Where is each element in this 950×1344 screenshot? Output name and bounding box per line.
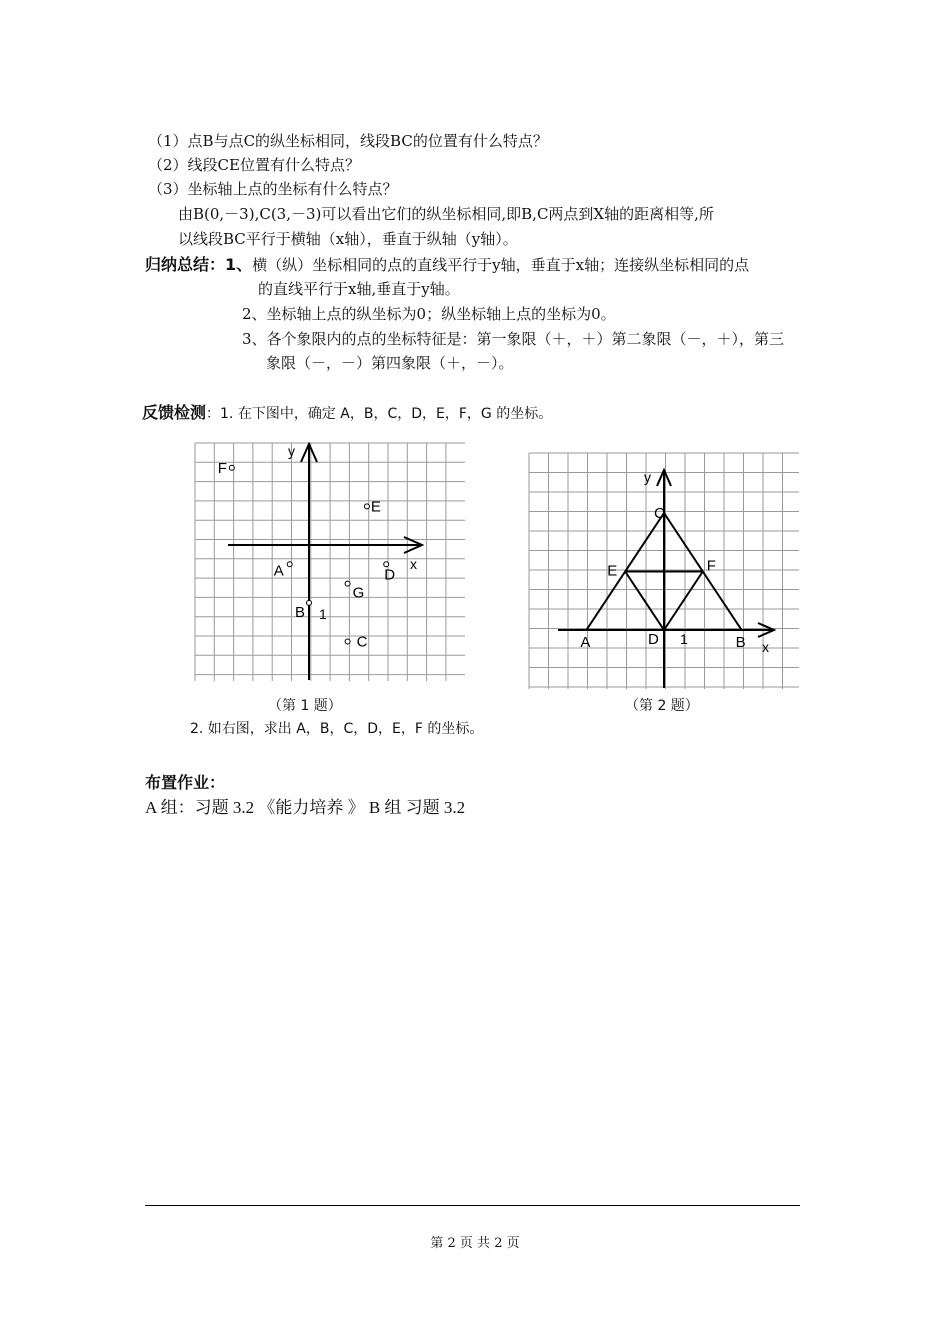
segment-ed xyxy=(625,572,664,631)
point-b-label: B xyxy=(735,634,746,651)
footer-divider xyxy=(145,1205,800,1206)
figure-1-caption: （第 1 题） xyxy=(268,698,342,714)
point-e-label: E xyxy=(607,562,618,580)
unit-label: 1 xyxy=(680,631,688,647)
summary-line-1 xyxy=(145,254,749,276)
page-footer: 第 2 页 共 2 页 xyxy=(430,1236,520,1251)
point-c-label: C xyxy=(654,505,665,522)
point-a-label: A xyxy=(273,562,284,580)
feedback-line xyxy=(142,402,552,425)
figure-2-coordinate-grid xyxy=(528,452,800,690)
answer-line-1: 由B(0,－3),C(3,－3)可以看出它们的纵坐标相同,即B,C两点到X轴的距离相等,所 xyxy=(178,205,714,223)
question-2: （2）线段CE位置有什么特点？ xyxy=(148,156,360,174)
feedback-heading: 反馈检测 xyxy=(142,403,207,422)
point-c-marker xyxy=(345,639,350,644)
figure-1-coordinate-grid xyxy=(194,440,466,684)
homework-line: A 组：习题 3.2 《能力培养 》 B 组 习题 3.2 xyxy=(145,798,466,817)
grid-lines xyxy=(195,443,465,681)
summary-item2: 2、坐标轴上点的纵坐标为0；纵坐标轴上点的坐标为0。 xyxy=(242,305,616,323)
point-g-label: G xyxy=(352,584,365,602)
point-a-marker xyxy=(287,562,292,567)
answer-line-2: 以线段BC平行于横轴（x轴），垂直于纵轴（y轴）。 xyxy=(178,230,518,248)
point-f-label: F xyxy=(217,459,227,477)
summary-item1-text: 横（纵）坐标相同的点的直线平行于y轴，垂直于x轴；连接纵坐标相同的点 xyxy=(252,256,750,274)
point-d-label: D xyxy=(648,631,659,648)
unit-label: 1 xyxy=(319,606,327,622)
summary-item3-line-1: 3、各个象限内的点的坐标特征是：第一象限（＋，＋）第二象限（－，＋），第三 xyxy=(242,330,785,348)
question-1: （1）点B与点C的纵坐标相同，线段BC的位置有什么特点？ xyxy=(148,132,548,150)
y-axis-label: y xyxy=(644,469,651,485)
point-g-marker xyxy=(345,581,350,586)
point-a-label: A xyxy=(580,634,591,651)
x-axis-label: x xyxy=(410,556,417,572)
point-e-marker xyxy=(364,504,369,509)
point-f-marker xyxy=(229,465,234,470)
point-b-marker xyxy=(307,600,312,605)
summary-line-2: 的直线平行于x轴,垂直于y轴。 xyxy=(258,280,460,298)
point-f-label: F xyxy=(706,557,716,575)
point-c-label: C xyxy=(356,633,368,651)
summary-item3-line-2: 象限（－，－）第四象限（＋，－）。 xyxy=(266,354,514,372)
point-e-label: E xyxy=(370,498,381,516)
summary-item1-number: 1、 xyxy=(225,255,253,274)
feedback-task-2: 2. 如右图，求出 A，B，C，D，E，F 的坐标。 xyxy=(190,721,484,737)
figure-2-caption: （第 2 题） xyxy=(625,698,699,714)
summary-heading: 归纳总结： xyxy=(145,255,226,274)
segment-df xyxy=(664,572,703,631)
question-3: （3）坐标轴上点的坐标有什么特点？ xyxy=(148,180,398,198)
point-d-label: D xyxy=(384,566,396,584)
feedback-task-1: ：1. 在下图中，确定 A，B，C，D，E，F，G 的坐标。 xyxy=(206,406,553,422)
x-axis-label: x xyxy=(762,639,769,655)
y-axis-label: y xyxy=(288,443,295,459)
point-b-label: B xyxy=(295,603,306,621)
homework-heading: 布置作业： xyxy=(145,773,226,792)
